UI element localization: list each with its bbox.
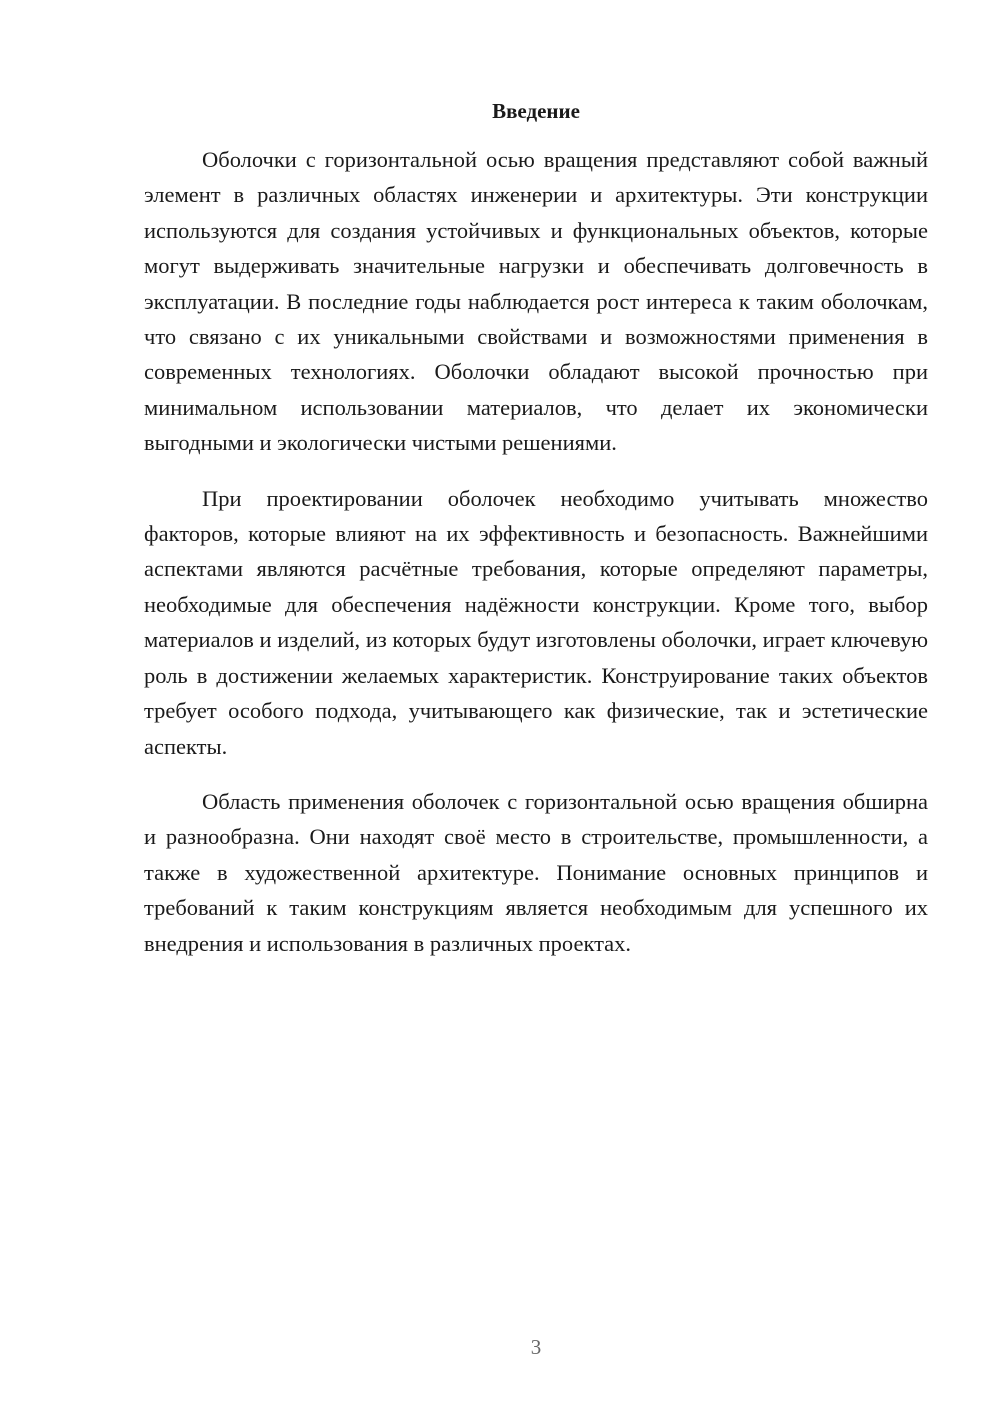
paragraph-2: При проектировании оболочек необходимо учитывать множество факторов, которые влияют на их эффективность и безопасность. Важнейшими аспектами являются расчётные требования, которые определяют параметры, необходимые для обеспечения надёжности конструкции. Кроме того, выбор материалов и изделий, из которых будут изготовлены оболочки, играет ключевую роль в достижении желаемых характеристик. Конструирование таких объектов требует особого подхода, учитывающего как физические, так и эстетические аспекты. [144, 485, 928, 759]
page-number: 3 [530, 1335, 542, 1359]
section-heading: Введение [492, 99, 580, 123]
body-text [144, 142, 928, 981]
paragraph-1: Оболочки с горизонтальной осью вращения представляют собой важный элемент в различных областях инженерии и архитектуры. Эти конструкции используются для создания устойчивых и функциональных объектов, которые могут выдерживать значительные нагрузки и обеспечивать долговечность в эксплуатации. В последние годы наблюдается рост интереса к таким оболочкам, что связано с их уникальными свойствами и возможностями применения в современных технологиях. Оболочки обладают высокой прочностью при минимальном использовании материалов, что делает их экономически выгодными и экологически чистыми решениями. [144, 147, 928, 456]
paragraph-3: Область применения оболочек с горизонтальной осью вращения обширна и разнообразна. Они находят своё место в строительстве, промышленности, а также в художественной архитектуре. Понимание основных принципов и требований к таким конструкциям является необходимым для успешного их внедрения и использования в различных проектах. [144, 788, 928, 956]
